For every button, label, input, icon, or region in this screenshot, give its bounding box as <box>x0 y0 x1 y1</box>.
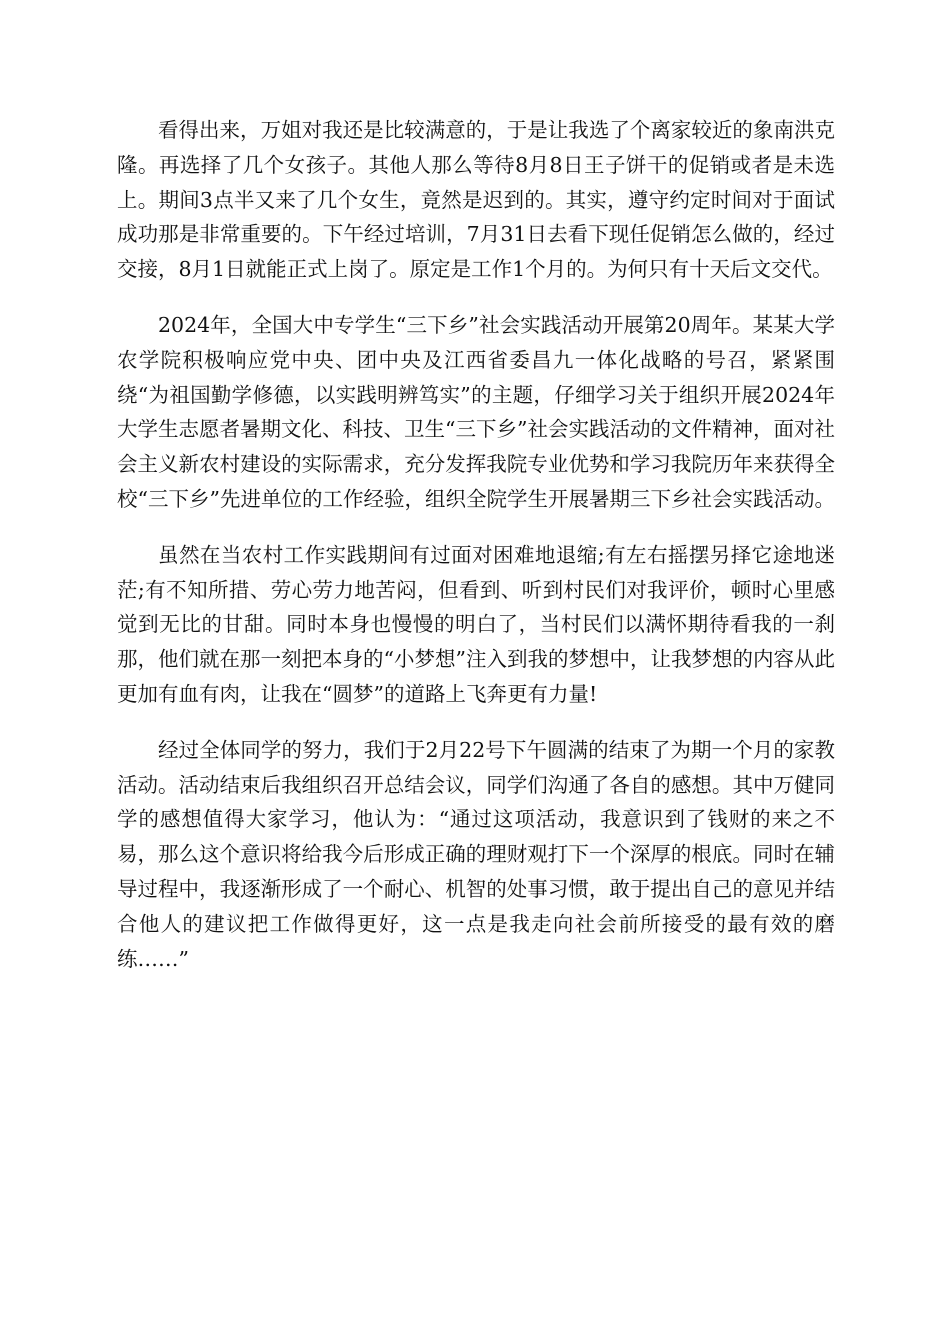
paragraph-3: 虽然在当农村工作实践期间有过面对困难地退缩;有左右摇摆另择它途地迷茫;有不知所措、劳心劳力地苦闷，但看到、听到村民们对我评价，顿时心里感觉到无比的甘甜。同时本身也慢慢的明白了，当村民们以满怀期待看我的一刹那，他们就在那一刻把本身的“小梦想”注入到我的梦想中，让我梦想的内容从此更加有血有肉，让我在“圆梦”的道路上飞奔更有力量! <box>117 542 835 706</box>
paragraph-4: 经过全体同学的努力，我们于2月22号下午圆满的结束了为期一个月的家教活动。活动结束后我组织召开总结会议，同学们沟通了各自的感想。其中万健同学的感想值得大家学习，他认为：“通过这项活动，我意识到了钱财的来之不易，那么这个意识将给我今后形成正确的理财观打下一个深厚的根底。同时在辅导过程中，我逐渐形成了一个耐心、机智的处事习惯，敢于提出自己的意见并结合他人的建议把工作做得更好，这一点是我走向社会前所接受的最有效的磨练……” <box>117 737 835 971</box>
document-page <box>117 113 835 976</box>
paragraph-2: 2024年，全国大中专学生“三下乡”社会实践活动开展第20周年。某某大学农学院积极响应党中央、团中央及江西省委昌九一体化战略的号召，紧紧围绕“为祖国勤学修德，以实践明辨笃实”的主题，仔细学习关于组织开展2024年大学生志愿者暑期文化、科技、卫生“三下乡”社会实践活动的文件精神，面对社会主义新农村建设的实际需求，充分发挥我院专业优势和学习我院历年来获得全校“三下乡”先进单位的工作经验，组织全院学生开展暑期三下乡社会实践活动。 <box>117 312 835 511</box>
paragraph-1: 看得出来，万姐对我还是比较满意的，于是让我选了个离家较近的象南洪克隆。再选择了几个女孩子。其他人那么等待8月8日王子饼干的促销或者是未选上。期间3点半又来了几个女生，竟然是迟到的。其实，遵守约定时间对于面试成功那是非常重要的。下午经过培训，7月31日去看下现任促销怎么做的，经过交接，8月1日就能正式上岗了。原定是工作1个月的。为何只有十天后文交代。 <box>117 118 835 282</box>
